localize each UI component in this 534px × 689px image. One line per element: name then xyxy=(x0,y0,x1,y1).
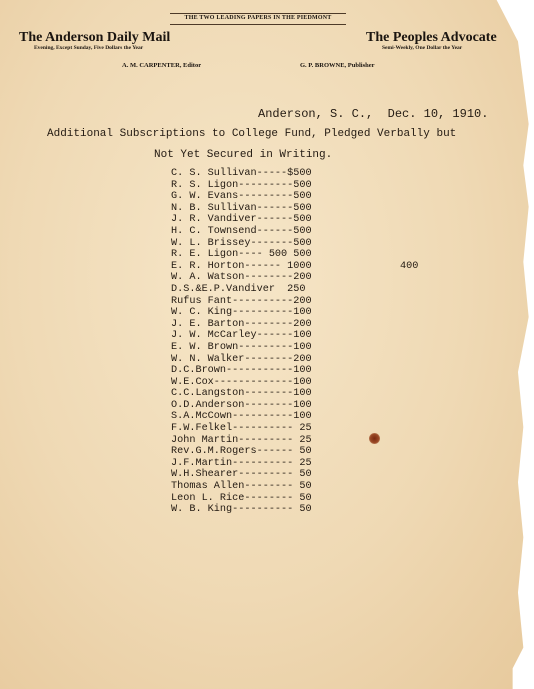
dateline: Anderson, S. C., Dec. 10, 1910. xyxy=(258,107,489,121)
subscription-entry: S.A.McCown----------100 xyxy=(171,411,312,423)
subscription-entry: W. L. Brissey-------500 xyxy=(171,237,312,249)
subscription-entry: W. A. Watson--------200 xyxy=(171,272,312,284)
subscription-entry: Rufus Fant----------200 xyxy=(171,295,312,307)
left-newspaper-name: The Anderson Daily Mail xyxy=(19,30,171,45)
subscription-entry: W. N. Walker--------200 xyxy=(171,353,312,365)
publisher-line: G. P. BROWNE, Publisher xyxy=(300,62,375,69)
subscription-entry: W. B. King---------- 50 xyxy=(171,504,312,516)
subscription-entry: D.S.&E.P.Vandiver 250 xyxy=(171,283,306,295)
subscription-entry: Thomas Allen-------- 50 xyxy=(171,481,312,493)
subscription-entry: O.D.Anderson--------100 xyxy=(171,399,312,411)
subscription-entry: Leon L. Rice-------- 50 xyxy=(171,492,312,504)
subscription-entry: Rev.G.M.Rogers------ 50 xyxy=(171,446,312,458)
subscription-entry: J. R. Vandiver------500 xyxy=(171,214,312,226)
left-newspaper-subtitle: Evening, Except Sunday, Five Dollars the Year xyxy=(34,45,144,51)
right-newspaper-subtitle: Semi-Weekly, One Dollar the Year xyxy=(382,45,463,51)
subscription-entry: R. E. Ligon---- 500 500 xyxy=(171,249,312,261)
banner-rule-bottom xyxy=(170,24,346,25)
subscription-entry: J.F.Martin---------- 25 xyxy=(171,457,312,469)
subscription-entry: C.C.Langston--------100 xyxy=(171,388,312,400)
letter-heading: Additional Subscriptions to College Fund, Pledged Verbally but xyxy=(47,128,457,140)
subscription-entry: R. S. Ligon---------500 xyxy=(171,179,312,191)
subscription-entry: F.W.Felkel---------- 25 xyxy=(171,423,312,435)
subscription-entry: D.C.Brown-----------100 xyxy=(171,365,312,377)
subscription-entry: John Martin--------- 25 xyxy=(171,434,312,446)
subscription-entry: N. B. Sullivan------500 xyxy=(171,202,312,214)
subscription-entry: W. C. King----------100 xyxy=(171,307,312,319)
letterhead-banner: THE TWO LEADING PAPERS IN THE PIEDMONT xyxy=(184,15,332,21)
ink-stain xyxy=(369,433,380,444)
editor-line: A. M. CARPENTER, Editor xyxy=(122,62,202,69)
subscription-entry: J. W. McCarley------100 xyxy=(171,330,312,342)
subscription-entry: E. R. Horton------ 1000 xyxy=(171,260,312,272)
subscription-entry: W.H.Shearer--------- 50 xyxy=(171,469,312,481)
subscription-entry: E. W. Brown---------100 xyxy=(171,341,312,353)
banner-rule-top xyxy=(170,13,346,14)
letter-subheading: Not Yet Secured in Writing. xyxy=(154,149,333,161)
subscription-entry: H. C. Townsend------500 xyxy=(171,225,312,237)
subscription-entry: J. E. Barton--------200 xyxy=(171,318,312,330)
right-newspaper-name: The Peoples Advocate xyxy=(366,30,497,45)
subscription-entry: W.E.Cox-------------100 xyxy=(171,376,312,388)
amount-correction: 400 xyxy=(400,260,419,272)
subscription-entry: G. W. Evans---------500 xyxy=(171,191,312,203)
subscription-entry: C. S. Sullivan-----$500 xyxy=(171,168,312,179)
